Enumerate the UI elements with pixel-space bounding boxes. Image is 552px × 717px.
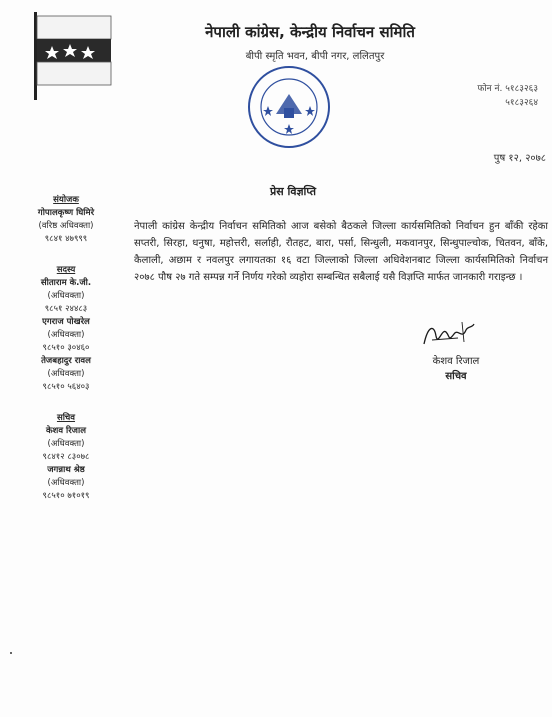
phone-secondary: ५१८३२६४ [505, 98, 538, 108]
organization-address: बीपी स्मृति भवन, बीपी नगर, ललितपुर [245, 51, 385, 62]
official-seal-icon [246, 64, 332, 150]
letter-date: पुष १२, २०७८ [493, 153, 546, 164]
coordinator-name: गोपालकृष्ण घिमिरे [37, 208, 95, 218]
secretary-phone: ९८४१२ ८३०७८ [42, 452, 90, 462]
members-heading: सदस्य [56, 265, 76, 275]
secretary-heading: सचिव [56, 413, 76, 423]
signer-name: केशव रिजाल [432, 356, 480, 367]
member-title: (अधिवक्ता) [47, 291, 85, 301]
party-flag-icon [32, 10, 114, 102]
member-name: तेजबहादुर रावल [41, 356, 91, 366]
secretary-phone: ९८५१० ७१०१९ [42, 491, 90, 501]
member-title: (अधिवक्ता) [47, 369, 85, 379]
member-name: एगराज पोखरेल [42, 317, 90, 327]
committee-sidebar [14, 194, 118, 503]
member-phone: ९८५१० ५६४०३ [42, 382, 90, 392]
member-title: (अधिवक्ता) [47, 330, 85, 340]
secretary-name: केशव रिजाल [46, 426, 86, 436]
phone-numbers [438, 82, 538, 110]
member-phone: ९८५१० ३०४६० [42, 343, 90, 353]
organization-title: नेपाली कांग्रेस, केन्द्रीय निर्वाचन समिति [205, 23, 415, 41]
signer-role: सचिव [445, 371, 467, 382]
member-phone: ९८५१ २४४८३ [44, 304, 88, 314]
coordinator-phone: ९८४१ ४७९९९ [44, 234, 88, 244]
phone-primary: फोन नं. ५१८३२६३ [477, 84, 538, 94]
signature-icon [418, 318, 478, 352]
coordinator-heading: संयोजक [53, 195, 79, 205]
press-release-body: नेपाली कांग्रेस केन्द्रीय निर्वाचन समितिको आज बसेको बैठकले जिल्ला कार्यसमितिको निर्वाचन हुन बाँकी रहेका सप्तरी, सिरहा, धनुषा, महोत्तरी, सर्लाही, रौतहट, बारा, पर्सा, सिन्धुली, मकवानपुर, सिन्धुपाल्चोक, चितवन, बाँके, कैलाली, अछाम र नवलपुर लगायतका १६ वटा जिल्लाको जिल्ला अधिवेशनबाट जिल्ला कार्यसमितिको निर्वाचन २०७८ पौष २७ गते सम्पन्न गर्ने निर्णय गरेको व्यहोरा सम्बन्धित सबैलाई यसै विज्ञप्ति मार्फत जानकारी गराइन्छ । [134, 221, 548, 283]
secretary-name: जगन्नाथ श्रेष्ठ [47, 465, 85, 475]
stray-mark [10, 652, 12, 654]
secretary-title: (अधिवक्ता) [47, 478, 85, 488]
coordinator-title: (वरिष्ठ अधिवक्ता) [38, 221, 94, 231]
signer-block [420, 354, 492, 384]
secretary-title: (अधिवक्ता) [47, 439, 85, 449]
press-release-title: प्रेस विज्ञप्ति [270, 185, 317, 198]
member-name: सीताराम के.जी. [40, 278, 92, 288]
